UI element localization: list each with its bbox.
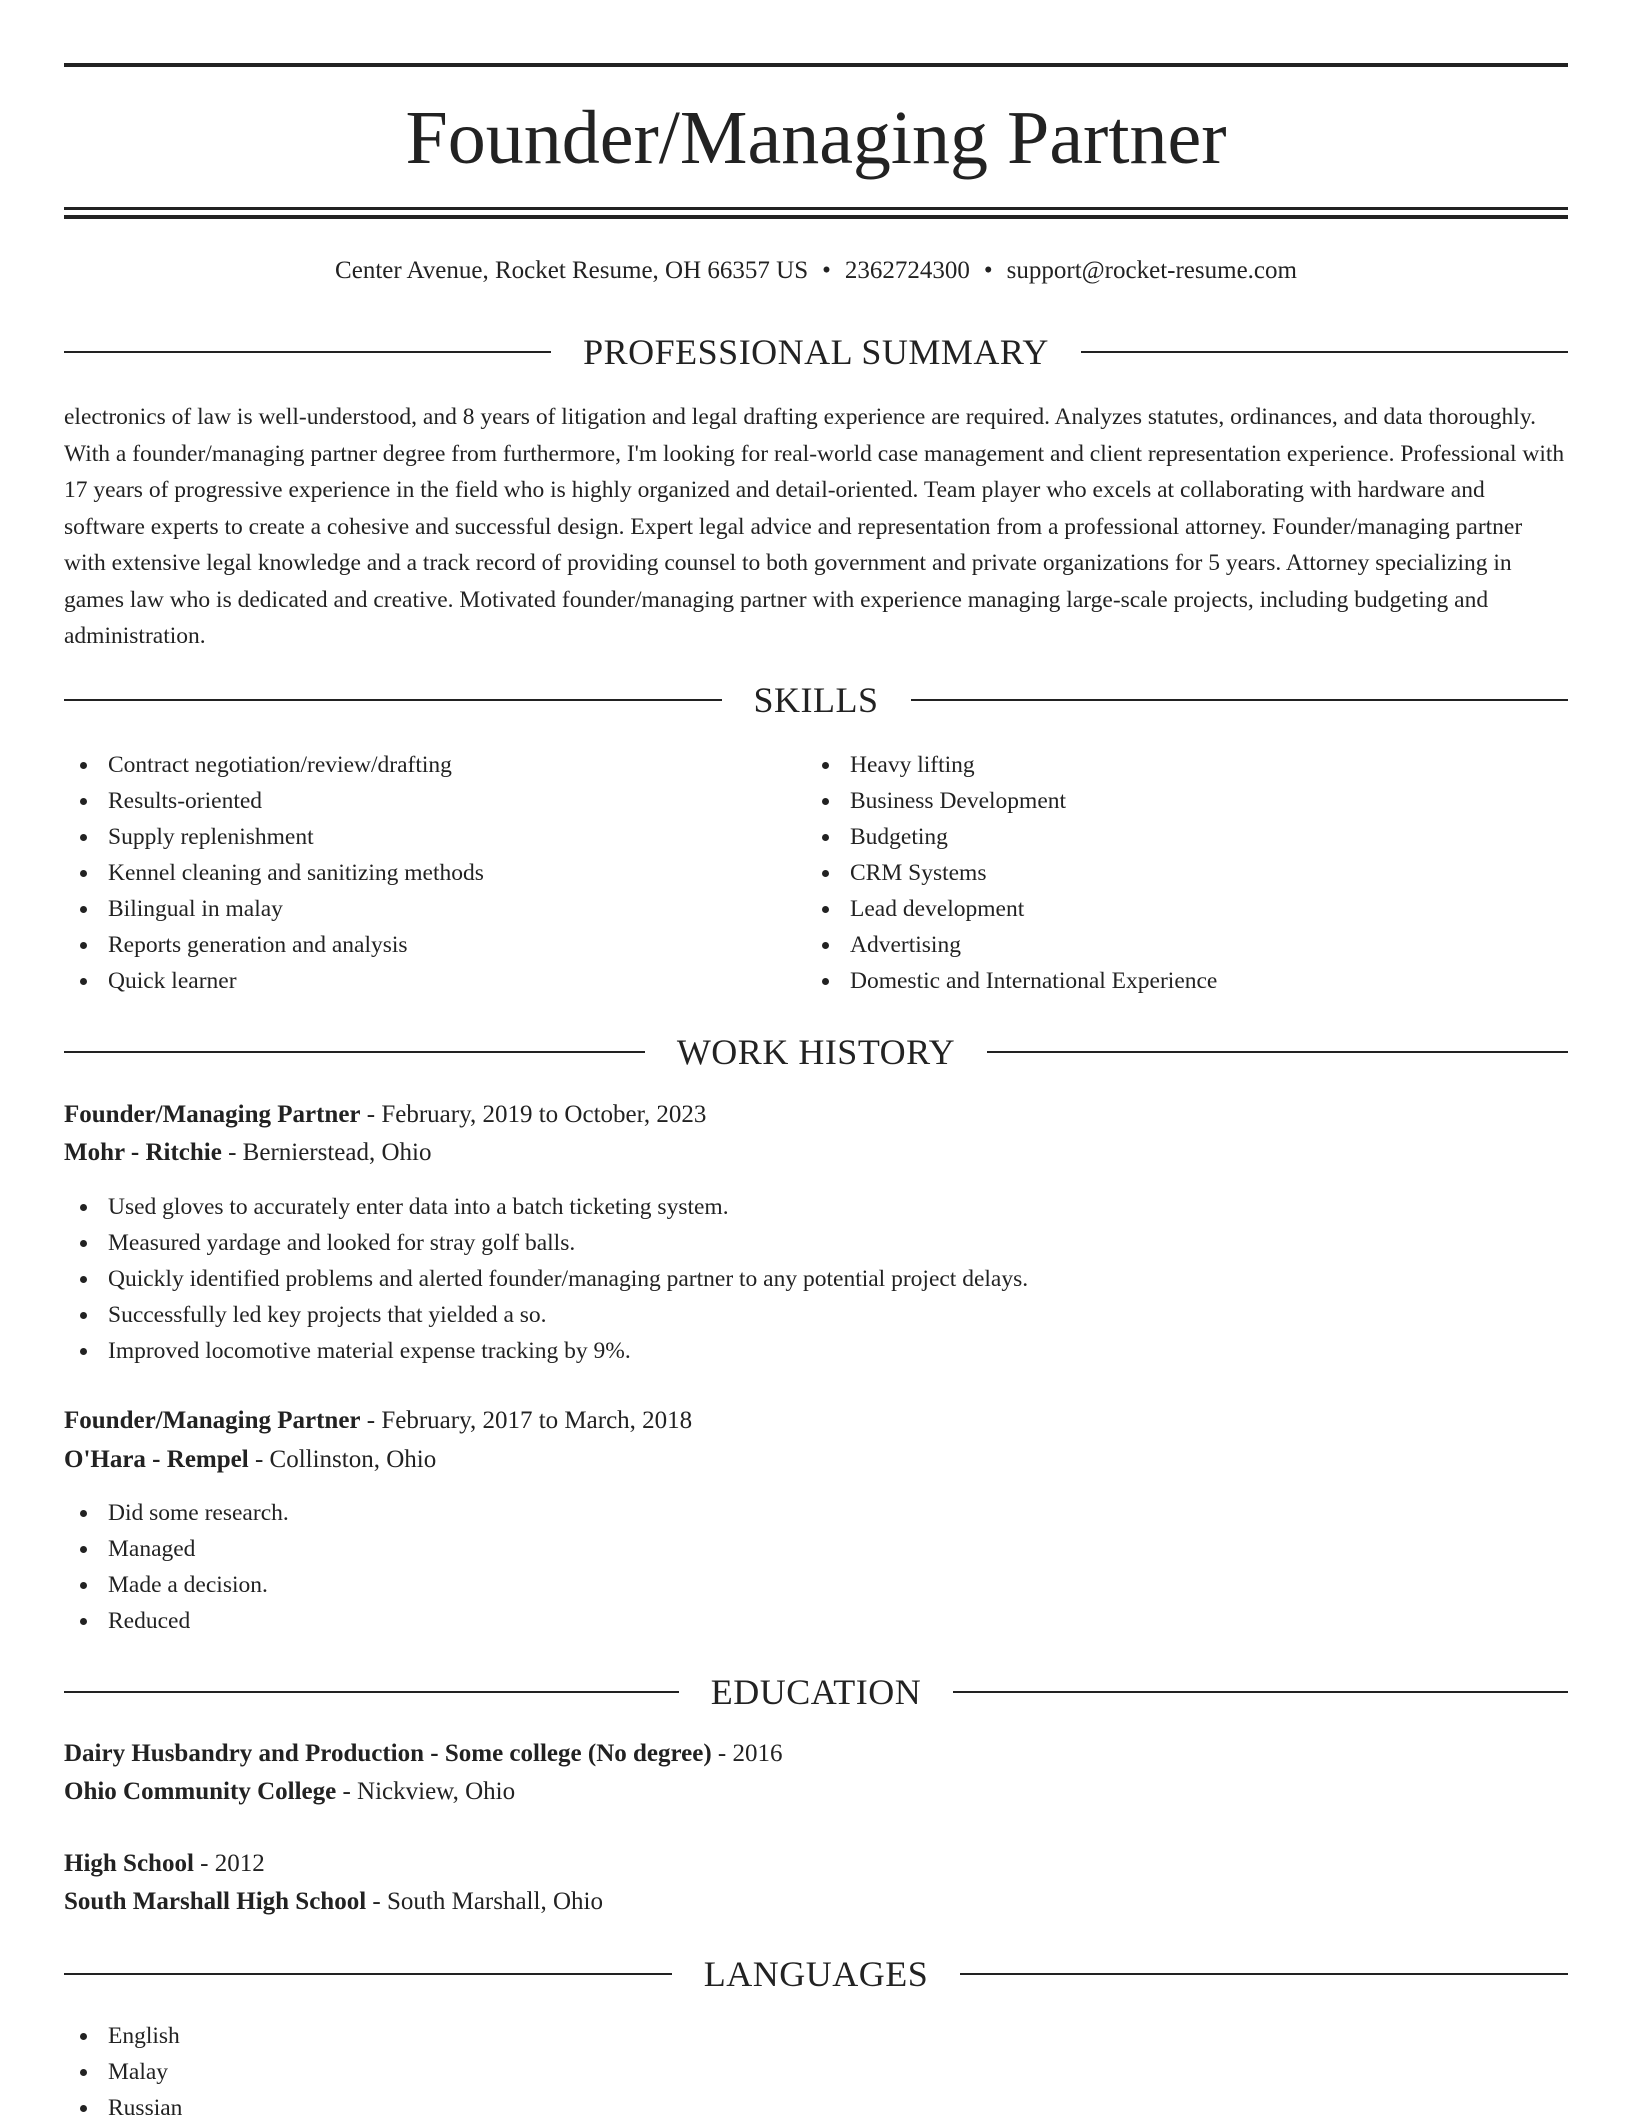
language-item: English bbox=[64, 2018, 1568, 2054]
skill-item: Advertising bbox=[806, 927, 1566, 963]
skill-item: Quick learner bbox=[64, 963, 804, 999]
job-title-line: Founder/Managing Partner - February, 2019 to October, 2023 bbox=[64, 1101, 707, 1128]
job-company: O'Hara - Rempel bbox=[64, 1446, 249, 1473]
job-bullet: Improved locomotive material expense tracking by 9%. bbox=[64, 1333, 1568, 1369]
skill-item: Reports generation and analysis bbox=[64, 927, 804, 963]
education-location: Nickview, Ohio bbox=[357, 1778, 516, 1805]
skills-list-right bbox=[806, 747, 1566, 999]
skill-item: Budgeting bbox=[806, 819, 1566, 855]
heading-rule bbox=[1081, 351, 1568, 353]
job-bullet: Quickly identified problems and alerted founder/managing partner to any potential project delays. bbox=[64, 1261, 1568, 1297]
education-degree: Dairy Husbandry and Production - Some college (No degree) bbox=[64, 1740, 712, 1767]
page-title: Founder/Managing Partner bbox=[405, 96, 1227, 180]
section-heading-summary bbox=[64, 330, 1568, 374]
languages-list bbox=[64, 2018, 1568, 2126]
language-item: Russian bbox=[64, 2090, 1568, 2126]
skill-item: Supply replenishment bbox=[64, 819, 804, 855]
skill-item: Results-oriented bbox=[64, 783, 804, 819]
job-bullets bbox=[64, 1495, 1568, 1639]
title-rule-upper bbox=[64, 207, 1568, 210]
job-bullets bbox=[64, 1189, 1568, 1369]
job-company: Mohr - Ritchie bbox=[64, 1139, 222, 1166]
heading-rule bbox=[953, 1691, 1568, 1693]
job-title-line: Founder/Managing Partner - February, 2017 to March, 2018 bbox=[64, 1407, 693, 1434]
education-school-line: South Marshall High School - South Marshall, Ohio bbox=[64, 1888, 603, 1915]
heading-rule bbox=[64, 1691, 679, 1693]
section-heading-education bbox=[64, 1670, 1568, 1714]
heading-rule bbox=[911, 699, 1569, 701]
section-heading-label: LANGUAGES bbox=[703, 1954, 929, 1994]
section-heading-label: WORK HISTORY bbox=[676, 1032, 956, 1072]
job-bullet: Successfully led key projects that yielded a so. bbox=[64, 1297, 1568, 1333]
job-location: Bernierstead, Ohio bbox=[242, 1139, 432, 1166]
heading-rule bbox=[960, 1973, 1568, 1975]
contact-separator: • bbox=[822, 257, 831, 284]
contact-address: Center Avenue, Rocket Resume, OH 66357 US bbox=[335, 257, 809, 284]
education-year: 2012 bbox=[214, 1850, 265, 1877]
job-bullet: Made a decision. bbox=[64, 1567, 1568, 1603]
job-bullet: Managed bbox=[64, 1531, 1568, 1567]
skill-item: CRM Systems bbox=[806, 855, 1566, 891]
education-school: Ohio Community College bbox=[64, 1778, 337, 1805]
job-bullet: Used gloves to accurately enter data into a batch ticketing system. bbox=[64, 1189, 1568, 1225]
skills-list-left bbox=[64, 747, 804, 999]
skill-item: Lead development bbox=[806, 891, 1566, 927]
education-degree-line: Dairy Husbandry and Production - Some college (No degree) - 2016 bbox=[64, 1740, 783, 1767]
title-rule-lower bbox=[64, 215, 1568, 219]
job-bullet: Reduced bbox=[64, 1603, 1568, 1639]
section-heading-label: EDUCATION bbox=[710, 1672, 922, 1712]
skill-item: Domestic and International Experience bbox=[806, 963, 1566, 999]
heading-rule bbox=[987, 1051, 1568, 1053]
top-rule bbox=[64, 63, 1568, 67]
education-school: South Marshall High School bbox=[64, 1888, 367, 1915]
job-location: Collinston, Ohio bbox=[269, 1446, 437, 1473]
contact-email: support@rocket-resume.com bbox=[1006, 257, 1297, 284]
job-bullet: Measured yardage and looked for stray golf balls. bbox=[64, 1225, 1568, 1261]
skill-item: Bilingual in malay bbox=[64, 891, 804, 927]
skill-item: Kennel cleaning and sanitizing methods bbox=[64, 855, 804, 891]
contact-separator: • bbox=[983, 257, 993, 284]
section-heading-languages bbox=[64, 1952, 1568, 1996]
skill-item: Heavy lifting bbox=[806, 747, 1566, 783]
job-dates: February, 2017 to March, 2018 bbox=[381, 1407, 693, 1434]
contact-phone: 2362724300 bbox=[844, 257, 970, 284]
job-title: Founder/Managing Partner bbox=[64, 1407, 361, 1434]
education-location: South Marshall, Ohio bbox=[386, 1888, 603, 1915]
job-company-line: Mohr - Ritchie - Bernierstead, Ohio bbox=[64, 1139, 432, 1166]
section-heading-label: SKILLS bbox=[753, 680, 879, 720]
heading-rule bbox=[64, 1973, 672, 1975]
job-title: Founder/Managing Partner bbox=[64, 1101, 361, 1128]
skill-item: Contract negotiation/review/drafting bbox=[64, 747, 804, 783]
job-company-line: O'Hara - Rempel - Collinston, Ohio bbox=[64, 1446, 437, 1473]
heading-rule bbox=[64, 1051, 645, 1053]
job-bullet: Did some research. bbox=[64, 1495, 1568, 1531]
job-dates: February, 2019 to October, 2023 bbox=[381, 1101, 707, 1128]
contact-line bbox=[64, 254, 1568, 288]
section-heading-skills bbox=[64, 678, 1568, 722]
education-school-line: Ohio Community College - Nickview, Ohio bbox=[64, 1778, 516, 1805]
language-item: Malay bbox=[64, 2054, 1568, 2090]
education-year: 2016 bbox=[732, 1740, 783, 1767]
summary-text: electronics of law is well-understood, and 8 years of litigation and legal drafting experience are required. Analyzes statutes, ordinances, and data thoroughly. With a founder/managing partner degree from furthermore, I'm looking for real-world case management and client representation experience. Professional with 17 years of progressive experience in the field who is highly organized and detail-oriented. Team player who excels at collaborating with hardware and software experts to create a cohesive and successful design. Expert legal advice and representation from a professional attorney. Founder/managing partner with extensive legal knowledge and a track record of providing counsel to both government and private organizations for 5 years. Attorney specializing in games law who is dedicated and creative. Motivated founder/managing partner with experience managing large-scale projects, including budgeting and administration. bbox=[64, 404, 1565, 649]
heading-rule bbox=[64, 351, 551, 353]
skill-item: Business Development bbox=[806, 783, 1566, 819]
education-degree-line: High School - 2012 bbox=[64, 1850, 265, 1877]
education-degree: High School bbox=[64, 1850, 194, 1877]
section-heading-label: PROFESSIONAL SUMMARY bbox=[583, 332, 1049, 372]
section-heading-work-history bbox=[64, 1030, 1568, 1074]
heading-rule bbox=[64, 699, 722, 701]
